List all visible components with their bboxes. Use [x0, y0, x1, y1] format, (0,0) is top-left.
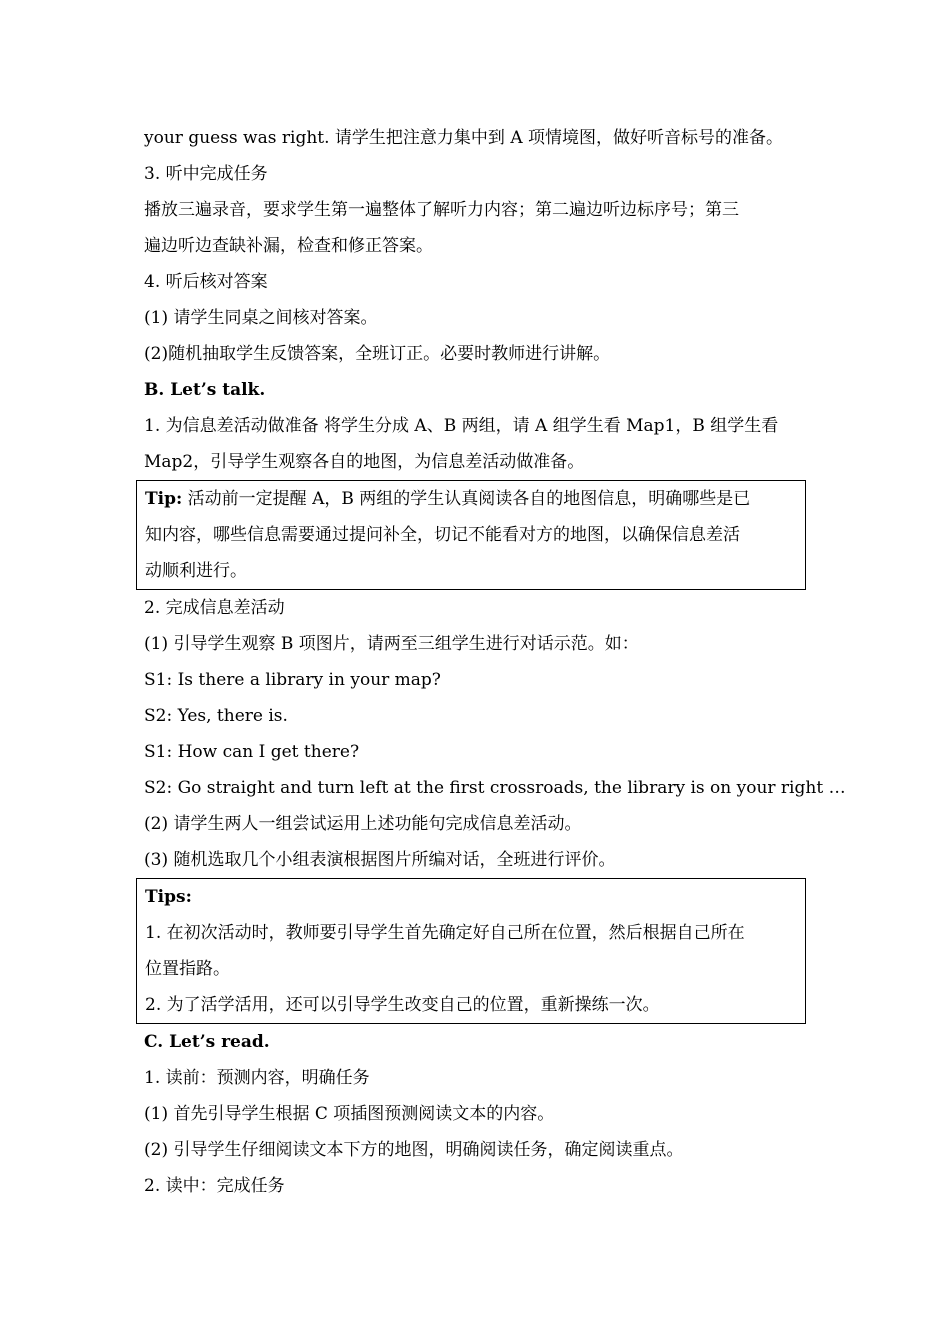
- text-line: (2)随机抽取学生反馈答案，全班订正。必要时教师进行讲解。: [144, 344, 611, 364]
- text-line: 3. 听中完成任务: [144, 164, 268, 184]
- tips-line: 1. 在初次活动时，教师要引导学生首先确定好自己所在位置，然后根据自己所在: [145, 923, 745, 943]
- text-line: 2. 完成信息差活动: [144, 598, 285, 618]
- section-heading-c: C. Let’s read.: [144, 1032, 270, 1052]
- text-line: (3) 随机选取几个小组表演根据图片所编对话，全班进行评价。: [144, 850, 616, 870]
- text-line: 1. 读前：预测内容，明确任务: [144, 1068, 370, 1088]
- dialogue-line: S1: How can I get there?: [144, 742, 360, 762]
- text-line: (1) 请学生同桌之间核对答案。: [144, 308, 378, 328]
- text-line: (2) 引导学生仔细阅读文本下方的地图，明确阅读任务，确定阅读重点。: [144, 1140, 684, 1160]
- tip-text: 活动前一定提醒 A，B 两组的学生认真阅读各自的地图信息，明确哪些是已: [182, 489, 751, 509]
- text-line: (1) 引导学生观察 B 项图片，请两至三组学生进行对话示范。如：: [144, 634, 639, 654]
- tip-box: [136, 480, 806, 590]
- tips-label: Tips:: [145, 887, 192, 907]
- tips-box: [136, 878, 806, 1024]
- document-page: [144, 120, 846, 1204]
- text-line: 遍边听边查缺补漏，检查和修正答案。: [144, 236, 433, 256]
- tip-label: Tip:: [145, 489, 183, 509]
- text-line: 2. 读中：完成任务: [144, 1176, 285, 1196]
- tip-line: [145, 481, 797, 517]
- text-line: 1. 为信息差活动做准备 将学生分成 A、B 两组，请 A 组学生看 Map1，B 组学生看: [144, 416, 779, 436]
- text-line: 4. 听后核对答案: [144, 272, 268, 292]
- text-line: Map2，引导学生观察各自的地图，为信息差活动做准备。: [144, 452, 585, 472]
- text-line: your guess was right. 请学生把注意力集中到 A 项情境图，做好听音标号的准备。: [144, 128, 783, 148]
- section-heading-b: B. Let’s talk.: [144, 380, 266, 400]
- text-line: (2) 请学生两人一组尝试运用上述功能句完成信息差活动。: [144, 814, 582, 834]
- tip-line: 动顺利进行。: [145, 561, 247, 581]
- dialogue-line: S2: Yes, there is.: [144, 706, 288, 726]
- text-line: (1) 首先引导学生根据 C 项插图预测阅读文本的内容。: [144, 1104, 555, 1124]
- dialogue-line: S2: Go straight and turn left at the first crossroads, the library is on your right …: [144, 778, 846, 798]
- tips-line: 2. 为了活学活用，还可以引导学生改变自己的位置，重新操练一次。: [145, 995, 660, 1015]
- tip-line: 知内容，哪些信息需要通过提问补全，切记不能看对方的地图，以确保信息差活: [145, 525, 740, 545]
- tips-line: 位置指路。: [145, 959, 230, 979]
- text-line: 播放三遍录音，要求学生第一遍整体了解听力内容；第二遍边听边标序号；第三: [144, 200, 739, 220]
- dialogue-line: S1: Is there a library in your map?: [144, 670, 441, 690]
